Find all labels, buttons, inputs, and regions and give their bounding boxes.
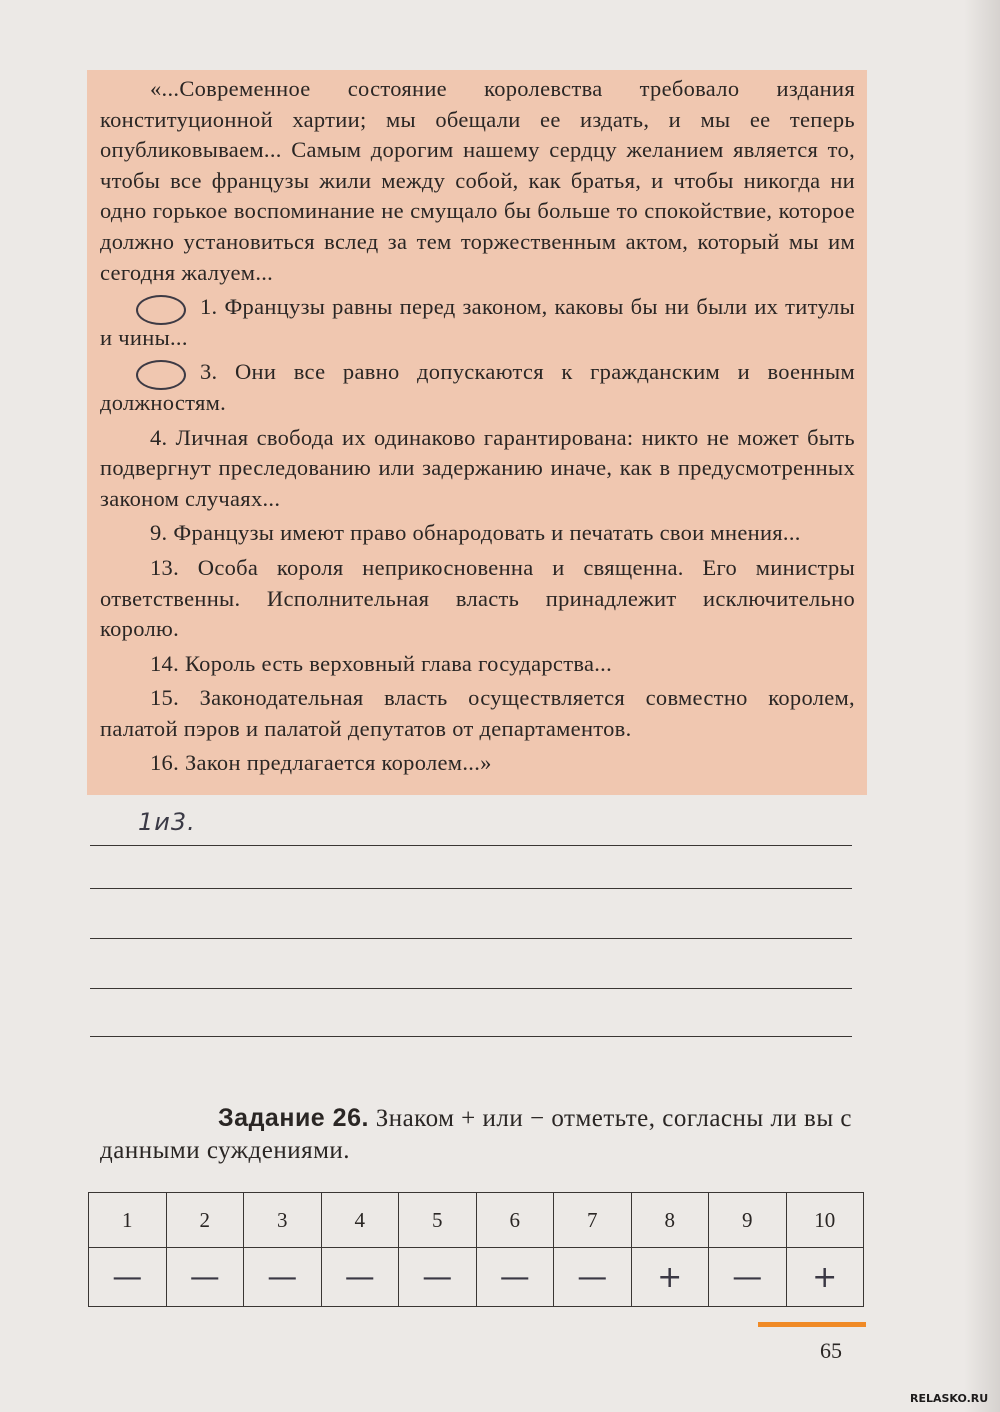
header-cell: 7 bbox=[554, 1193, 632, 1248]
article-1 bbox=[100, 292, 855, 353]
article-text: Король есть верховный глава государства... bbox=[184, 650, 613, 676]
article-number: 14. bbox=[150, 650, 180, 676]
header-cell: 8 bbox=[631, 1193, 709, 1248]
article-text: Особа короля неприкосновенна и священна. Его министры ответственны. Исполнительная власть принадлежит исключительно королю. bbox=[100, 554, 855, 642]
article-15 bbox=[100, 683, 855, 744]
answer-line bbox=[90, 938, 852, 939]
header-cell: 5 bbox=[399, 1193, 477, 1248]
answer-cell[interactable]: — bbox=[166, 1248, 244, 1307]
article-text: Закон предлагается королем...» bbox=[184, 750, 492, 776]
answer-cell[interactable]: — bbox=[399, 1248, 477, 1307]
article-3 bbox=[100, 357, 855, 418]
circled-number: 3. bbox=[150, 357, 217, 388]
answer-cell[interactable]: — bbox=[554, 1248, 632, 1307]
article-16 bbox=[100, 748, 855, 779]
page-number: 65 bbox=[820, 1338, 842, 1363]
article-number: 13. bbox=[150, 554, 180, 580]
charter-quote bbox=[100, 74, 855, 783]
answer-cell[interactable]: — bbox=[244, 1248, 322, 1307]
header-cell: 4 bbox=[321, 1193, 399, 1248]
answer-line bbox=[90, 888, 852, 889]
answer-line bbox=[90, 845, 852, 846]
answer-cell[interactable]: — bbox=[321, 1248, 399, 1307]
quote-intro: «...Современное состояние королевства требовало издания конституционной хартии; мы обещали ее издать, и мы ее теперь опубликовываем... Самым дорогим нашему сердцу желанием является то, чтобы все французы жили между собой, как братья, и чтобы никогда ни одно горькое воспоминание не смущало бы больше то спокойствие, которое должно установиться вслед за тем торжественным актом, который мы им сегодня жалуем... bbox=[100, 76, 855, 285]
answer-cell[interactable]: — bbox=[89, 1248, 167, 1307]
article-number: 15. bbox=[150, 685, 180, 711]
circled-number: 1. bbox=[150, 292, 217, 323]
article-text: Законодательная власть осуществляется совместно королем, палатой пэров и палатой депутатов от департаментов. bbox=[100, 685, 855, 741]
answer-cell[interactable]: + bbox=[786, 1248, 864, 1307]
header-cell: 2 bbox=[166, 1193, 244, 1248]
answer-line bbox=[90, 1036, 852, 1037]
header-cell: 6 bbox=[476, 1193, 554, 1248]
task-label: Задание 26. bbox=[218, 1104, 369, 1132]
article-number: 9. bbox=[150, 520, 168, 546]
agreement-table bbox=[88, 1192, 864, 1307]
header-cell: 1 bbox=[89, 1193, 167, 1248]
article-9 bbox=[100, 518, 855, 549]
header-cell: 10 bbox=[786, 1193, 864, 1248]
article-13 bbox=[100, 553, 855, 645]
handwritten-answer: 1и3. bbox=[138, 808, 196, 836]
site-watermark: RELASKO.RU bbox=[910, 1392, 989, 1405]
answer-cell[interactable]: + bbox=[631, 1248, 709, 1307]
article-text: Французы равны перед законом, каковы бы ни были их титулы и чины... bbox=[100, 294, 855, 350]
answer-cell[interactable]: — bbox=[709, 1248, 787, 1307]
article-number: 4. bbox=[150, 424, 168, 450]
header-cell: 9 bbox=[709, 1193, 787, 1248]
article-text: Они все равно допускаются к гражданским и военным должностям. bbox=[100, 359, 855, 415]
answer-cell[interactable]: — bbox=[476, 1248, 554, 1307]
article-text: Личная свобода их одинаково гарантирована: никто не может быть подвергнут преследованию или задержанию иначе, как в предусмотренных законом случаях... bbox=[100, 424, 855, 511]
article-number: 16. bbox=[150, 750, 180, 776]
answer-line bbox=[90, 988, 852, 989]
task-text: Знаком + или − отметьте, согласны ли вы с данными суждениями. bbox=[100, 1105, 852, 1164]
article-text: Французы имеют право обнародовать и печатать свои мнения... bbox=[173, 520, 801, 546]
article-4 bbox=[100, 423, 855, 515]
header-cell: 3 bbox=[244, 1193, 322, 1248]
task-26-heading bbox=[100, 1102, 852, 1167]
answer-row bbox=[89, 1248, 864, 1307]
page-edge bbox=[964, 0, 1000, 1412]
header-row bbox=[89, 1193, 864, 1248]
article-14 bbox=[100, 649, 855, 680]
page-accent-bar bbox=[758, 1322, 866, 1327]
